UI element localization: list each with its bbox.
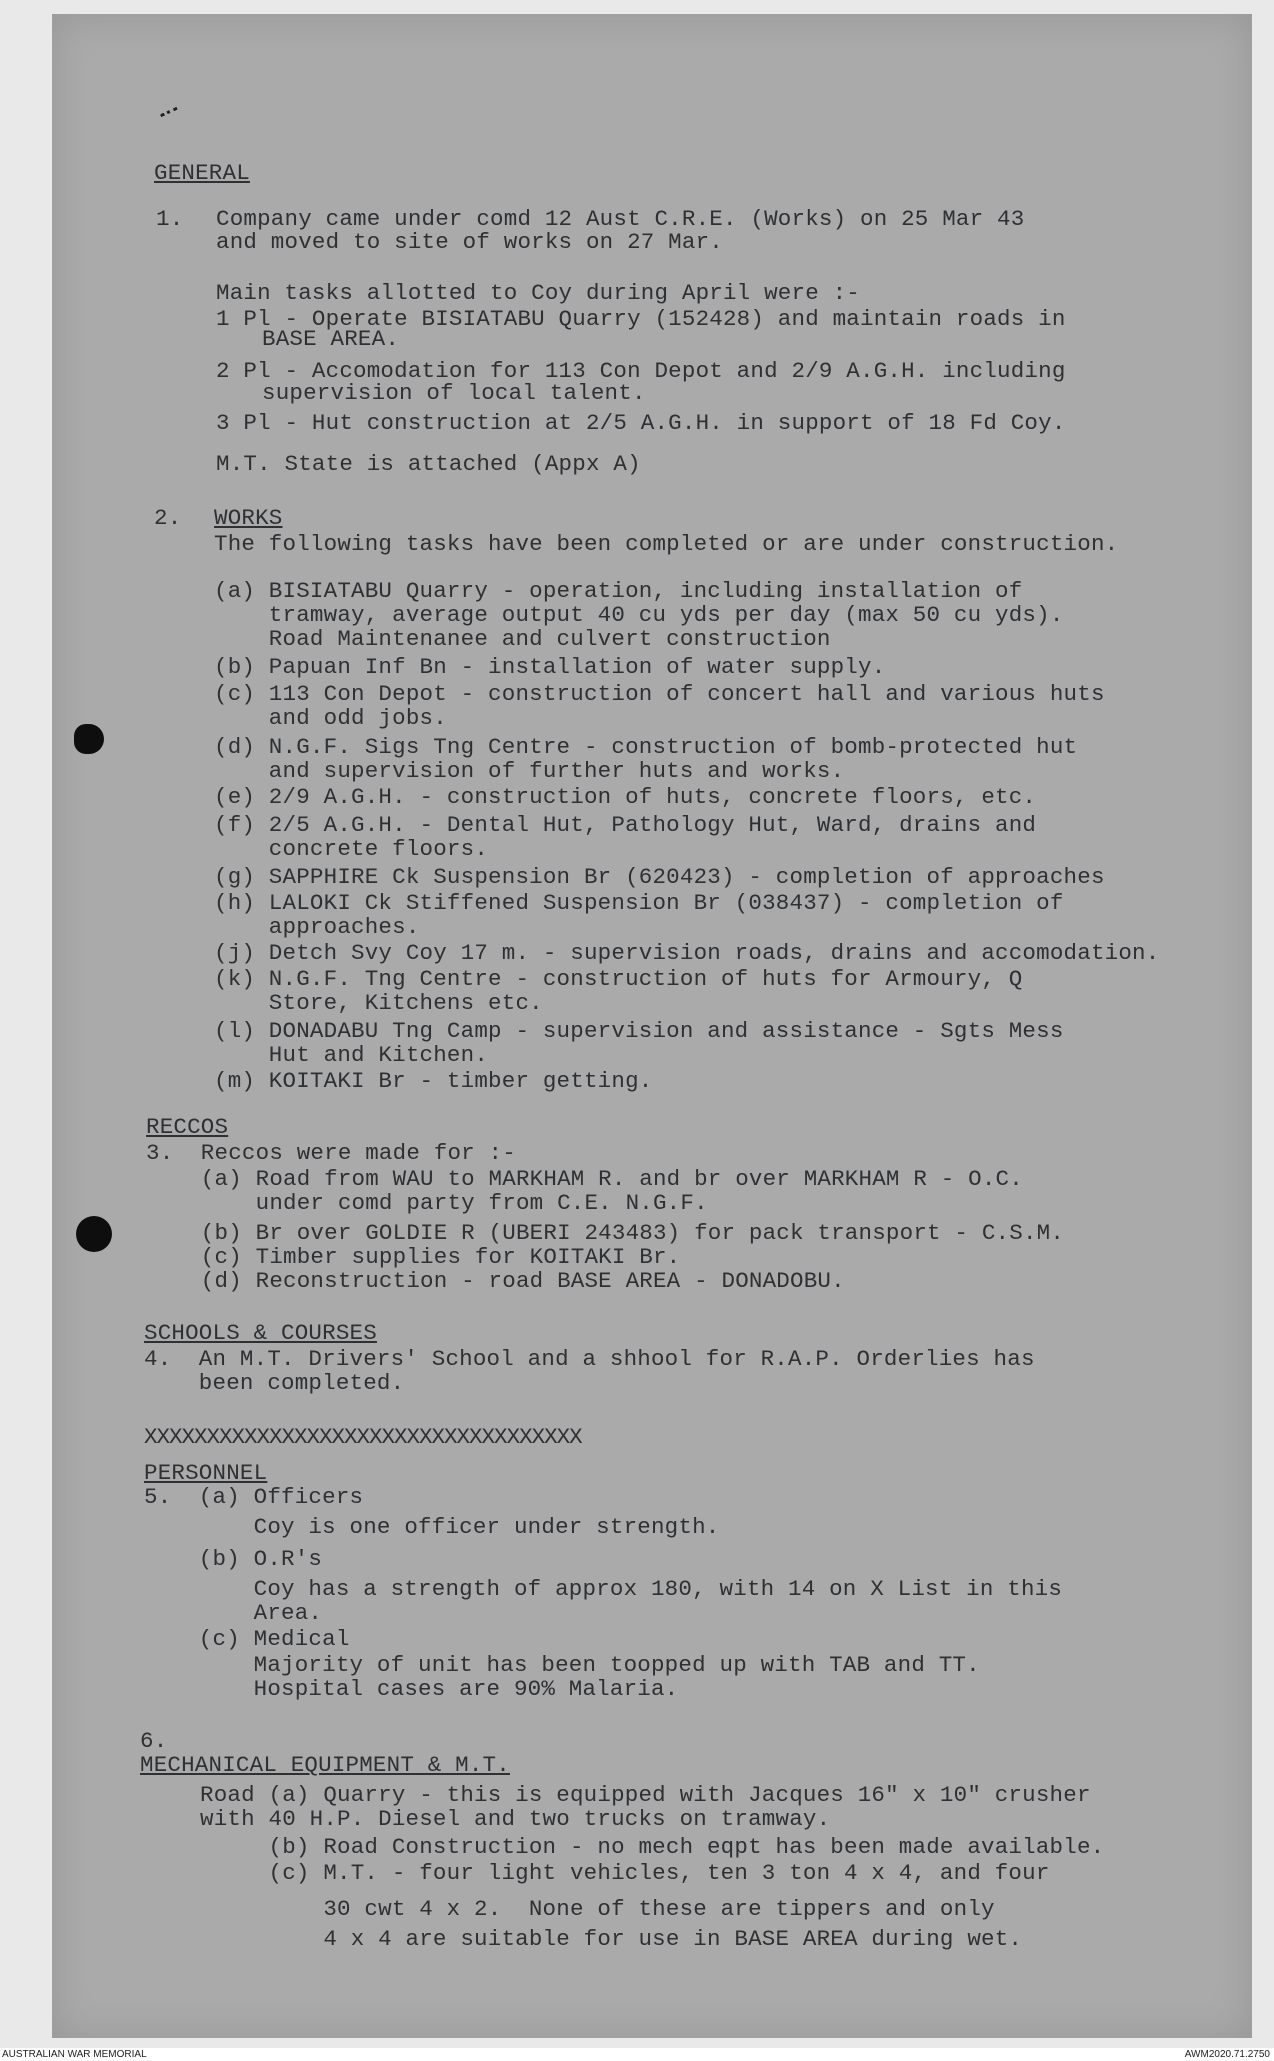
text-line: (d) N.G.F. Sigs Tng Centre - construction of bomb-protected hut: [214, 734, 1078, 760]
text-line: Majority of unit has been toopped up with TAB and TT.: [144, 1652, 980, 1678]
text-line: Main tasks allotted to Coy during April were :-: [216, 280, 861, 306]
text-line: (l) DONADABU Tng Camp - supervision and assistance - Sgts Mess: [214, 1018, 1064, 1044]
text-line: and supervision of further huts and works.: [214, 758, 845, 784]
text-line: 5. (a) Officers: [144, 1484, 364, 1510]
text-line: (h) LALOKI Ck Stiffened Suspension Br (038437) - completion of: [214, 890, 1064, 916]
text-line: Company came under comd 12 Aust C.R.E. (Works) on 25 Mar 43: [216, 206, 1025, 232]
text-line: (g) SAPPHIRE Ck Suspension Br (620423) - completion of approaches: [214, 864, 1105, 890]
text-line: M.T. State is attached (Appx A): [216, 451, 641, 477]
text-line: 1 Pl - Operate BISIATABU Quarry (152428) and maintain roads in: [216, 306, 1066, 332]
para-number-2: 2.: [154, 505, 182, 531]
footer-institution: AUSTRALIAN WAR MEMORIAL: [2, 2049, 147, 2060]
footer-bar: [0, 2048, 1274, 2061]
text-line: under comd party from C.E. N.G.F.: [146, 1190, 708, 1216]
text-line: 3 Pl - Hut construction at 2/5 A.G.H. in support of 18 Fd Coy.: [216, 410, 1066, 436]
text-line: 30 cwt 4 x 2. None of these are tippers and only: [200, 1896, 995, 1922]
text-line: 3. Reccos were made for :-: [146, 1140, 516, 1166]
text-line: (a) Road from WAU to MARKHAM R. and br over MARKHAM R - O.C.: [146, 1166, 1023, 1192]
text-line: supervision of local talent.: [262, 380, 646, 406]
text-line: been completed.: [144, 1370, 405, 1396]
text-line: 2 Pl - Accomodation for 113 Con Depot and 2/9 A.G.H. including: [216, 358, 1066, 384]
text-line: Store, Kitchens etc.: [214, 990, 543, 1016]
text-line: and odd jobs.: [214, 705, 447, 731]
punch-hole-top: [74, 724, 104, 754]
text-line: concrete floors.: [214, 836, 489, 862]
text-line: (b) O.R's: [144, 1546, 323, 1572]
text-line: Coy is one officer under strength.: [144, 1514, 720, 1540]
text-line: (k) N.G.F. Tng Centre - construction of huts for Armoury, Q: [214, 966, 1023, 992]
heading-general: GENERAL: [154, 160, 250, 186]
punch-hole-bottom: [76, 1216, 112, 1252]
text-line: (m) KOITAKI Br - timber getting.: [214, 1068, 653, 1094]
text-line: tramway, average output 40 cu yds per day (max 50 cu yds).: [214, 602, 1064, 628]
para-number-1: 1.: [156, 206, 184, 232]
text-line: Hut and Kitchen.: [214, 1042, 489, 1068]
text-line: (f) 2/5 A.G.H. - Dental Hut, Pathology Hut, Ward, drains and: [214, 812, 1037, 838]
text-line: The following tasks have been completed or are under construction.: [214, 531, 1119, 557]
text-line: (b) Br over GOLDIE R (UBERI 243483) for pack transport - C.S.M.: [146, 1220, 1065, 1246]
heading-reccos: RECCOS: [146, 1114, 229, 1140]
text-line: (c) 113 Con Depot - construction of concert hall and various huts: [214, 681, 1105, 707]
footer-accession: AWM2020.71.2750: [1184, 2049, 1270, 2060]
text-line: 4. An M.T. Drivers' School and a shhool for R.A.P. Orderlies has: [144, 1346, 1035, 1372]
text-line: Road (a) Quarry - this is equipped with Jacques 16" x 10" crusher: [200, 1782, 1091, 1808]
para-number-6: 6.: [140, 1728, 168, 1754]
text-line: (c) M.T. - four light vehicles, ten 3 ton 4 x 4, and four: [200, 1860, 1050, 1886]
text-line: (a) BISIATABU Quarry - operation, including installation of: [214, 578, 1023, 604]
text-line: BASE AREA.: [262, 326, 400, 352]
text-line: (d) Reconstruction - road BASE AREA - DONADOBU.: [146, 1268, 845, 1294]
text-line: (c) Timber supplies for KOITAKI Br.: [146, 1244, 681, 1270]
text-line: (b) Road Construction - no mech eqpt has been made available.: [200, 1834, 1105, 1860]
text-line: and moved to site of works on 27 Mar.: [216, 229, 723, 255]
heading-mech: MECHANICAL EQUIPMENT & M.T.: [140, 1752, 510, 1778]
text-line: 4 x 4 are suitable for use in BASE AREA during wet.: [200, 1926, 1023, 1952]
text-line: approaches.: [214, 914, 420, 940]
heading-personnel: PERSONNEL: [144, 1460, 268, 1486]
text-line: with 40 H.P. Diesel and two trucks on tramway.: [200, 1806, 831, 1832]
text-line: (b) Papuan Inf Bn - installation of water supply.: [214, 654, 886, 680]
text-line: (e) 2/9 A.G.H. - construction of huts, concrete floors, etc.: [214, 784, 1037, 810]
struck-out-line: XXXXXXXXXXXXXXXXXXXXXXXXXXXXXXXXXXX: [144, 1424, 582, 1450]
text-line: (c) Medical: [144, 1626, 350, 1652]
heading-works: WORKS: [214, 505, 283, 531]
text-line: (j) Detch Svy Coy 17 m. - supervision roads, drains and accomodation.: [214, 940, 1160, 966]
text-line: Road Maintenanee and culvert construction: [214, 626, 831, 652]
text-line: Area.: [144, 1600, 323, 1626]
heading-schools: SCHOOLS & COURSES: [144, 1320, 377, 1346]
text-line: Hospital cases are 90% Malaria.: [144, 1676, 679, 1702]
text-line: Coy has a strength of approx 180, with 14 on X List in this: [144, 1576, 1063, 1602]
